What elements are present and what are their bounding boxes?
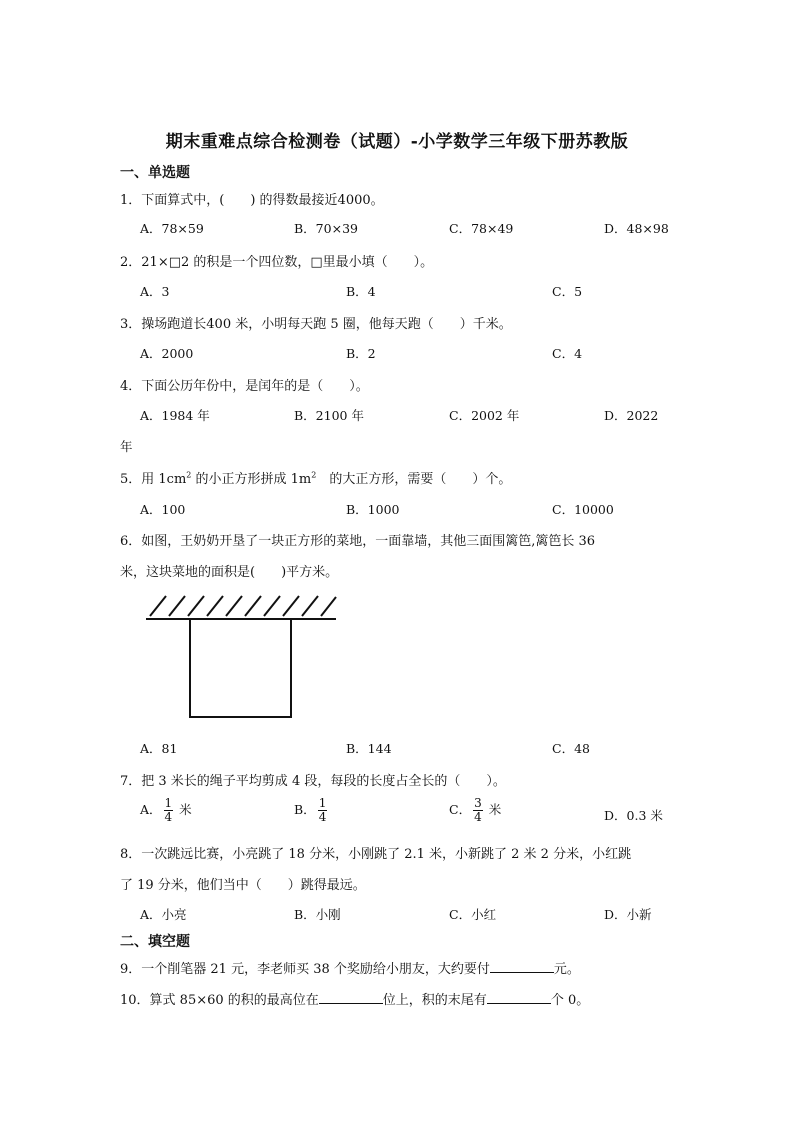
question-4: 4．下面公历年份中，是闰年的是（ ）。 bbox=[120, 379, 369, 394]
q3-option-b: B．2 bbox=[346, 346, 376, 361]
question-2: 2．21×□2 的积是一个四位数，□里最小填（ ）。 bbox=[120, 255, 434, 270]
q1-option-d: D．48×98 bbox=[604, 221, 669, 236]
q8-option-d: D．小新 bbox=[604, 907, 652, 922]
question-3: 3．操场跑道长400 米，小明每天跑 5 圈，他每天跑（ ）千米。 bbox=[120, 317, 512, 332]
q9-text-post: 元。 bbox=[553, 962, 580, 977]
q1-option-b: B．70×39 bbox=[294, 221, 358, 236]
q7-a-fraction bbox=[164, 797, 174, 824]
q5-text-pre: 5．用 1cm bbox=[120, 472, 187, 487]
q5-sup-1: 2 bbox=[186, 470, 192, 480]
q3-option-c: C．4 bbox=[552, 346, 583, 361]
q9-answer-blank[interactable] bbox=[490, 959, 554, 973]
q3-option-a: A．2000 bbox=[140, 346, 194, 361]
q5-option-b: B．1000 bbox=[346, 502, 400, 517]
q10-text-mid: 位上，积的末尾有 bbox=[382, 993, 487, 1008]
question-9 bbox=[120, 958, 580, 977]
q7-b-label: B． bbox=[294, 802, 316, 817]
question-10 bbox=[120, 989, 589, 1008]
q10-text-post: 个 0。 bbox=[550, 993, 590, 1008]
page-title: 期末重难点综合检测卷（试题）-小学数学三年级下册苏教版 bbox=[165, 132, 629, 152]
q1-option-c: C．78×49 bbox=[449, 221, 514, 236]
q5-option-a: A．100 bbox=[140, 502, 186, 517]
q2-option-c: C．5 bbox=[552, 284, 583, 299]
section-fill-blank: 二、填空题 bbox=[120, 934, 190, 950]
q4-option-a: A．1984 年 bbox=[140, 408, 210, 423]
q2-option-b: B．4 bbox=[346, 284, 376, 299]
section-single-choice: 一、单选题 bbox=[120, 165, 190, 181]
q4-option-d: D．2022 bbox=[604, 408, 659, 423]
q5-sup-2: 2 bbox=[311, 470, 317, 480]
q8-option-b: B．小刚 bbox=[294, 907, 341, 922]
q7-b-denominator: 4 bbox=[318, 810, 327, 824]
q7-option-d: D．0.3 米 bbox=[604, 808, 663, 823]
q8-option-a: A．小亮 bbox=[140, 907, 187, 922]
q8-option-c: C．小红 bbox=[449, 907, 497, 922]
q7-c-denominator: 4 bbox=[474, 810, 482, 824]
q5-option-c: C．10000 bbox=[552, 502, 614, 517]
question-8-line-1: 8．一次跳远比赛，小亮跳了 18 分米，小刚跳了 2.1 米，小新跳了 2 米 2 分米，小红跳 bbox=[120, 847, 632, 862]
question-6-line-1: 6．如图，王奶奶开垦了一块正方形的菜地，一面靠墙，其他三面围篱笆,篱笆长 36 bbox=[120, 534, 596, 549]
q4-option-c: C．2002 年 bbox=[449, 408, 520, 423]
q7-option-c bbox=[449, 797, 501, 824]
q6-option-c: C．48 bbox=[552, 741, 590, 756]
q7-a-denominator: 4 bbox=[164, 810, 173, 824]
question-5 bbox=[120, 468, 511, 487]
q6-garden-figure bbox=[140, 592, 340, 722]
q7-b-numerator: 1 bbox=[318, 796, 327, 810]
q10-text-pre: 10．算式 85×60 的积的最高位在 bbox=[120, 993, 319, 1008]
q2-option-a: A．3 bbox=[140, 284, 170, 299]
q5-text-mid: 的小正方形拼成 1m bbox=[191, 472, 312, 487]
question-6-line-2: 米，这块菜地的面积是( )平方米。 bbox=[120, 565, 339, 580]
q10-answer-blank-2[interactable] bbox=[487, 990, 551, 1004]
q7-c-numerator: 3 bbox=[474, 796, 482, 810]
q7-c-unit: 米 bbox=[488, 802, 502, 817]
q4-option-d-wrap: 年 bbox=[120, 439, 133, 454]
question-7: 7．把 3 米长的绳子平均剪成 4 段，每段的长度占全长的（ ）。 bbox=[120, 774, 506, 789]
q7-a-unit: 米 bbox=[179, 802, 192, 817]
q7-b-fraction bbox=[318, 797, 328, 824]
fence-square bbox=[190, 619, 291, 717]
q7-a-numerator: 1 bbox=[164, 796, 173, 810]
q5-text-post: 的大正方形，需要（ ）个。 bbox=[316, 472, 512, 487]
q9-text-pre: 9．一个削笔器 21 元，李老师买 38 个奖励给小朋友，大约要付 bbox=[120, 962, 490, 977]
q6-option-b: B．144 bbox=[346, 741, 392, 756]
q6-option-a: A．81 bbox=[140, 741, 178, 756]
q7-c-label: C． bbox=[449, 802, 472, 817]
q4-option-b: B．2100 年 bbox=[294, 408, 364, 423]
q7-a-label: A． bbox=[140, 802, 162, 817]
q7-option-b bbox=[294, 797, 329, 824]
q7-c-fraction bbox=[473, 797, 483, 824]
q10-answer-blank-1[interactable] bbox=[319, 990, 383, 1004]
question-1: 1．下面算式中，( ) 的得数最接近4000。 bbox=[120, 193, 384, 208]
question-8-line-2: 了 19 分米，他们当中（ ）跳得最远。 bbox=[120, 878, 366, 893]
q1-option-a: A．78×59 bbox=[140, 221, 204, 236]
q7-option-a bbox=[140, 797, 192, 824]
